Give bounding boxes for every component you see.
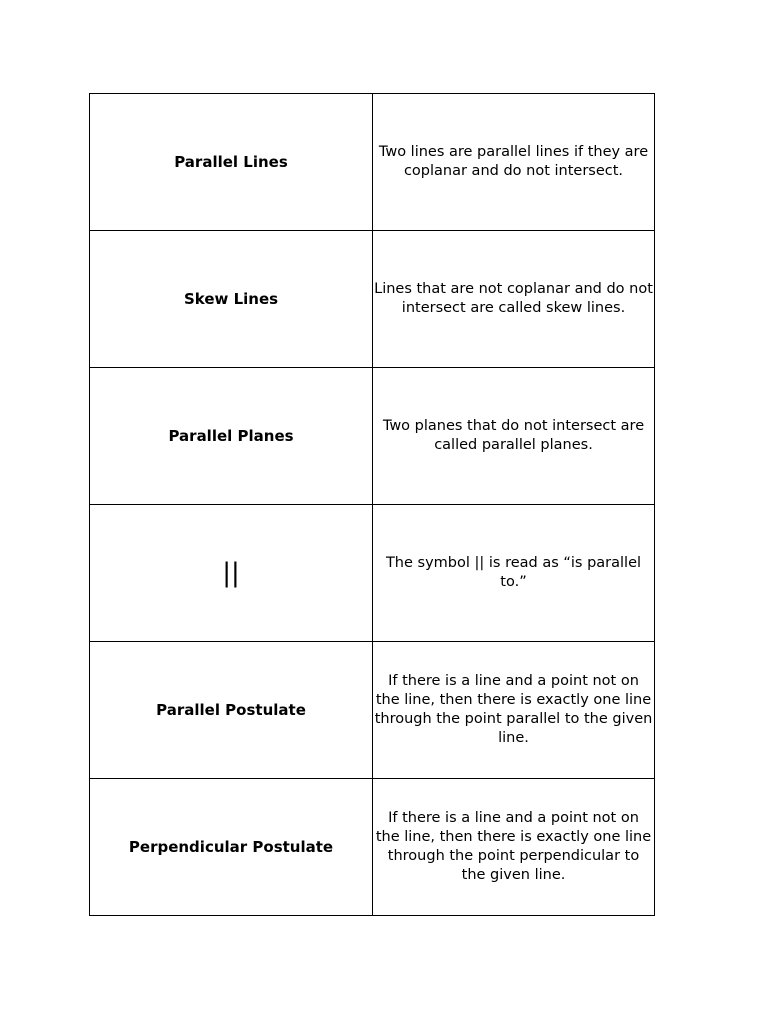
term-cell: Skew Lines: [90, 231, 373, 368]
flashcard-row-parallel-symbol: [90, 505, 655, 642]
parallel-symbol-cell: ||: [90, 505, 373, 642]
flashcard-row-parallel-postulate: [90, 642, 655, 779]
definition-cell: If there is a line and a point not on the line, then there is exactly one line through the point parallel to the given line.: [373, 642, 655, 779]
definition-cell: If there is a line and a point not on the line, then there is exactly one line through the point perpendicular to the given line.: [373, 779, 655, 916]
definition-cell: The symbol || is read as “is parallel to.”: [373, 505, 655, 642]
flashcard-row-skew-lines: [90, 231, 655, 368]
term-cell: Parallel Lines: [90, 94, 373, 231]
definition-cell: Two planes that do not intersect are called parallel planes.: [373, 368, 655, 505]
definition-cell: Lines that are not coplanar and do not intersect are called skew lines.: [373, 231, 655, 368]
term-cell: Perpendicular Postulate: [90, 779, 373, 916]
term-cell: Parallel Planes: [90, 368, 373, 505]
flashcard-table: [89, 93, 655, 916]
term-cell: Parallel Postulate: [90, 642, 373, 779]
flashcard-row-parallel-lines: [90, 94, 655, 231]
flashcard-row-parallel-planes: [90, 368, 655, 505]
flashcard-row-perpendicular-postulate: [90, 779, 655, 916]
definition-cell: Two lines are parallel lines if they are coplanar and do not intersect.: [373, 94, 655, 231]
